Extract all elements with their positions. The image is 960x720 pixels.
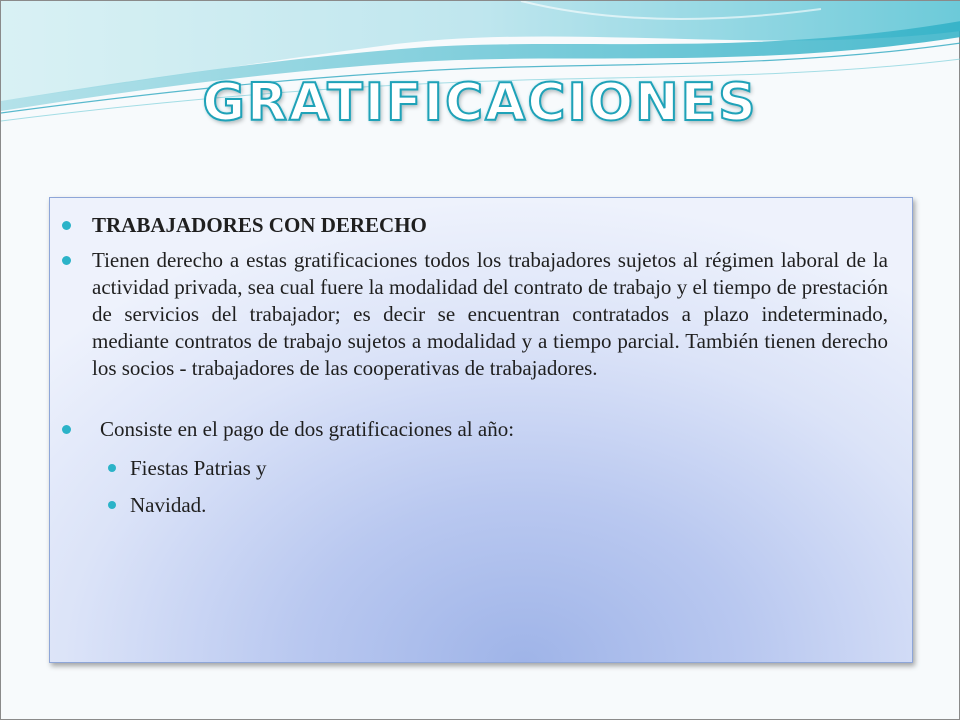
bullet-icon <box>62 256 71 265</box>
paragraph-text: Tienen derecho a estas gratificaciones todos los trabajadores sujetos al régimen laboral de la actividad privada, sea cual fuere la modalidad del contrato de trabajo y el tiempo de prestación de servicios del trabajador; es decir se encuentran contratados a plazo indeterminado, mediante contratos de trabajo sujetos a modalidad y a tiempo parcial. También tienen derecho los socios - trabajadores de las cooperativas de trabajadores. <box>92 248 888 380</box>
consiste-text: Consiste en el pago de dos gratificaciones al año: <box>100 417 515 441</box>
sub-bullet-label: Navidad. <box>130 493 207 517</box>
content-box <box>49 197 913 663</box>
sub-bullet-icon <box>108 464 116 472</box>
slide-title: GRATIFICACIONES <box>202 73 758 133</box>
sub-bullet-label: Fiestas Patrias y <box>130 456 267 480</box>
sub-bullet-item <box>130 492 888 519</box>
bullet-heading <box>92 212 888 239</box>
bullet-icon <box>62 425 71 434</box>
section-heading: TRABAJADORES CON DERECHO <box>92 213 427 237</box>
bullet-consiste <box>92 416 888 519</box>
bullet-paragraph <box>92 247 888 382</box>
bullet-icon <box>62 221 71 230</box>
bullet-list <box>50 198 912 519</box>
sub-bullet-list <box>100 455 888 519</box>
sub-bullet-item <box>130 455 888 482</box>
sub-bullet-icon <box>108 501 116 509</box>
